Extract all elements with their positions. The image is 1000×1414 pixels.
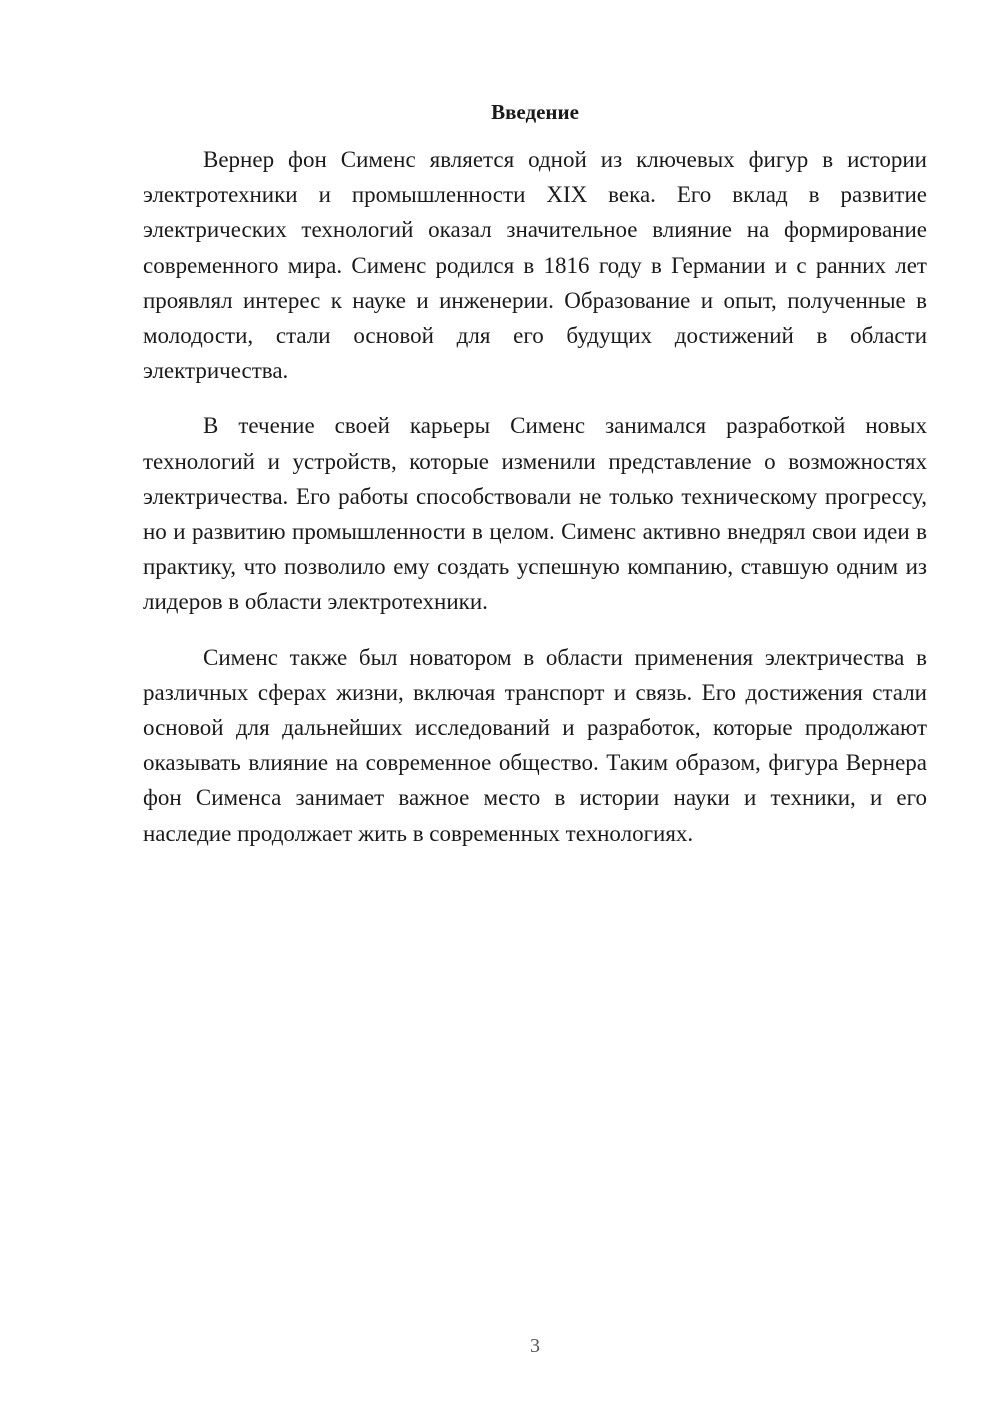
paragraph-2: В течение своей карьеры Сименс занимался разработкой новых технологий и устройств, которые изменили представление о возможностях электричества. Его работы способствовали не только техническому прогрессу, но и развитию промышленности в целом. Сименс активно внедрял свои идеи в практику, что позволило ему создать успешную компанию, ставшую одним из лидеров в области электротехники. (143, 413, 927, 615)
page-content (143, 96, 927, 871)
paragraph-1: Вернер фон Сименс является одной из ключевых фигур в истории электротехники и промышленности XIX века. Его вклад в развитие электрических технологий оказал значительное влияние на формирование современного мира. Сименс родился в 1816 году в Германии и с ранних лет проявлял интерес к науке и инженерии. Образование и опыт, полученные в молодости, стали основой для его будущих достижений в области электричества. (143, 147, 927, 384)
section-title: Введение (491, 100, 579, 124)
paragraph-3: Сименс также был новатором в области применения электричества в различных сферах жизни, включая транспорт и связь. Его достижения стали основой для дальнейших исследований и разработок, которые продолжают оказывать влияние на современное общество. Таким образом, фигура Вернера фон Сименса занимает важное место в истории науки и техники, и его наследие продолжает жить в современных технологиях. (143, 644, 927, 846)
page-number: 3 (530, 1335, 540, 1357)
